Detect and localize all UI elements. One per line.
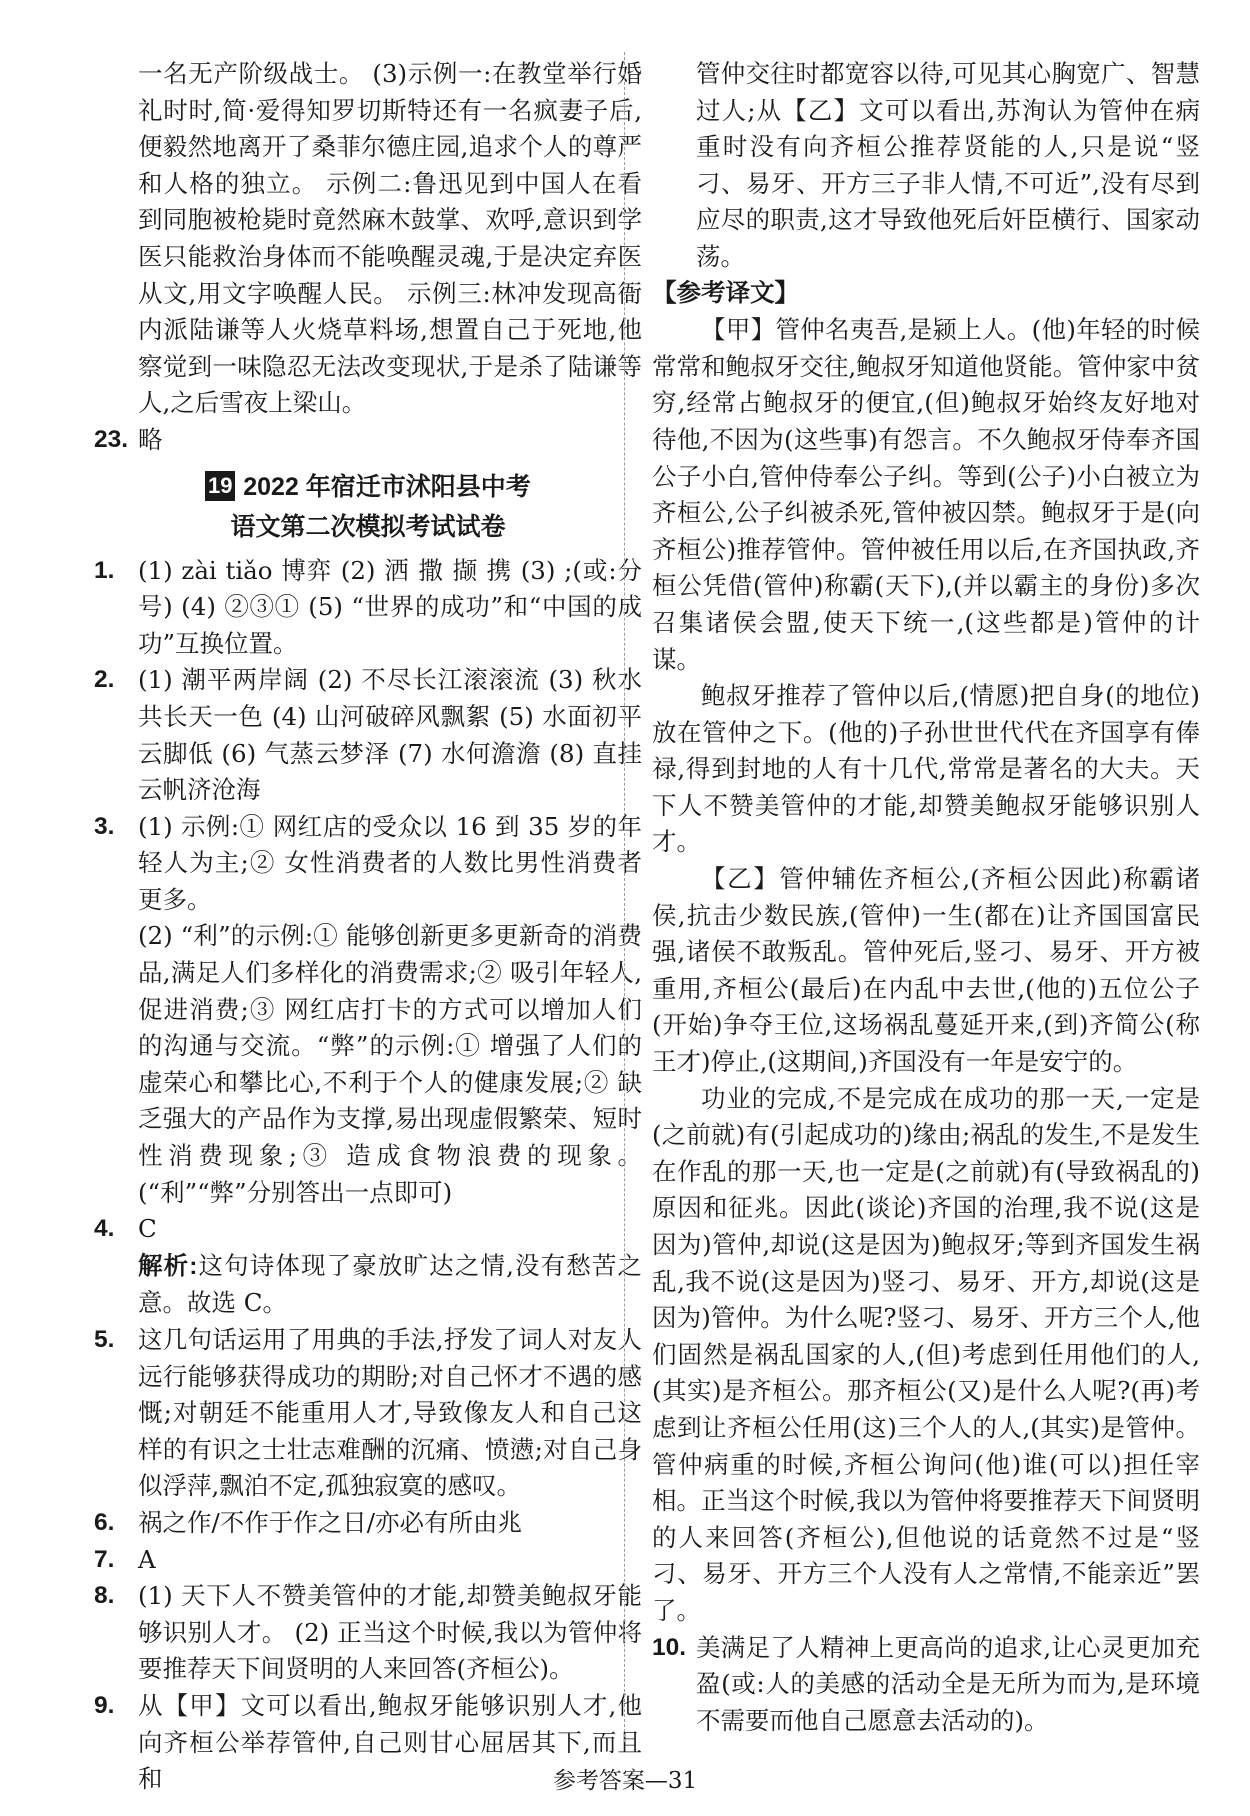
item-number: 3.	[94, 812, 115, 840]
answer-item-7	[94, 1542, 642, 1579]
answer-item-10	[652, 1630, 1200, 1740]
item-number: 2.	[94, 666, 115, 694]
q9-continuation: 管仲交往时都宽容以待,可见其心胸宽广、智慧过人;从【乙】文可以看出,苏洵认为管仲在病重时没有向齐桓公推荐贤能的人,只是说“竖刁、易牙、开方三子非人情,不可近”,没有尽到应尽的职责,这才导致他死后奸臣横行、国家动荡。	[696, 59, 1200, 271]
translation-paragraph-1: 【甲】管仲名夷吾,是颍上人。(他)年轻的时候常常和鲍叔牙交往,鲍叔牙知道他贤能。管仲家中贫穷,经常占鲍叔牙的便宜,(但)鲍叔牙始终友好地对待他,不因为(这些事)有怨言。不久鲍叔牙侍奉齐国公子小白,管仲侍奉公子纠。等到(公子)小白被立为齐桓公,公子纠被杀死,管仲被囚禁。鲍叔牙于是(向齐桓公)推荐管仲。管仲被任用以后,在齐国执政,齐桓公凭借(管仲)称霸(天下),(并以霸主的身份)多次召集诸侯会盟,使天下统一,(这些都是)管仲的计谋。	[652, 315, 1200, 674]
answer-item-8	[94, 1578, 642, 1688]
analysis	[138, 1248, 642, 1322]
item-text: 祸之作/不作于作之日/亦必有所由兆	[138, 1507, 523, 1537]
section-heading	[94, 467, 642, 547]
left-column	[94, 56, 642, 1798]
item-text: (1) 潮平两岸阔 (2) 不尽长江滚滚流 (3) 秋水共长天一色 (4) 山河破碎风飘絮 (5) 水面初平云脚低 (6) 气蒸云梦泽 (7) 水何澹澹 (8) 直挂云帆济沧海	[138, 665, 642, 805]
answer-item-23	[94, 422, 642, 459]
section-number-badge: 19	[205, 471, 235, 501]
item-text: 略	[138, 424, 163, 454]
item-text: 从【甲】文可以看出,鲍叔牙能够识别人才,他向齐桓公举荐管仲,自己则甘心屈居其下,而且和	[138, 1690, 642, 1794]
item-number: 8.	[94, 1582, 115, 1610]
answer-item-5	[94, 1322, 642, 1505]
answer-item-4	[94, 1211, 642, 1322]
answer-item-2	[94, 662, 642, 808]
analysis-label: 解析:	[138, 1252, 198, 1280]
item-number: 10.	[652, 1633, 687, 1661]
answer-item-1	[94, 553, 642, 663]
right-column	[652, 56, 1200, 1739]
page-footer: 参考答案—31	[552, 1768, 698, 1794]
translation-paragraph-2: 鲍叔牙推荐了管仲以后,(情愿)把自身(的地位)放在管仲之下。(他的)子孙世世代代在齐国享有俸禄,得到封地的人有十几代,常常是著名的大夫。天下人不赞美管仲的才能,却赞美鲍叔牙能够识别人才。	[652, 681, 1200, 857]
reference-translation-label: 【参考译文】	[652, 279, 799, 307]
item-text: 这几句话运用了用典的手法,抒发了词人对友人远行能够获得成功的期盼;对自己怀才不遇的感慨;对朝廷不能重用人才,导致像友人和自己这样的有识之士壮志难酬的沉痛、愤懑;对自己身似浮萍,飘泊不定,孤独寂寞的感叹。	[138, 1325, 642, 1501]
analysis-text: 这句诗体现了豪放旷达之情,没有愁苦之意。故选 C。	[138, 1250, 642, 1318]
item-number: 23.	[94, 425, 129, 453]
item-text: (1) zài tiǎo 博弈 (2) 洒 撒 撷 携 (3) ;(或:分号) (4) ②③① (5) “世界的成功”和“中国的成功”互换位置。	[138, 555, 642, 658]
translation-paragraph-4: 功业的完成,不是完成在成功的那一天,一定是(之前就)有(引起成功的)缘由;祸乱的发生,不是发生在作乱的那一天,也一定是(之前就)有(导致祸乱的)原因和征兆。因此(谈论)齐国的治理,我不说(这是因为)管仲,却说(这是因为)鲍叔牙;等到齐国发生祸乱,我不说(这是因为)竖刁、易牙、开方,却说(这是因为)管仲。为什么呢?竖刁、易牙、开方三个人,他们固然是祸乱国家的人,(但)考虑到任用他们的人,(其实)是齐桓公。那齐桓公(又)是什么人呢?(再)考虑到让齐桓公任用(这)三个人的人,(其实)是管仲。管仲病重的时候,齐桓公询问(他)谁(可以)担任宰相。正当这个时候,我以为管仲将要推荐天下间贤明的人来回答(齐桓公),但他说的话竟然不过是“竖刁、易牙、开方三个人没有人之常情,不能亲近”罢了。	[652, 1083, 1200, 1625]
answer-item-6	[94, 1505, 642, 1542]
item-number: 6.	[94, 1508, 115, 1536]
section-title-line-2: 语文第二次模拟考试试卷	[230, 512, 506, 541]
item-text: A	[138, 1544, 156, 1574]
item-number: 7.	[94, 1545, 115, 1573]
section-title-line-1: 19 2022 年宿迁市沭阳县中考	[94, 467, 642, 507]
answer-item-3	[94, 809, 642, 1212]
item-number: 9.	[94, 1691, 115, 1719]
translation-paragraph-3: 【乙】管仲辅佐齐桓公,(齐桓公因此)称霸诸侯,抗击少数民族,(管仲)一生(都在)让齐国国富民强,诸侯不敢叛乱。管仲死后,竖刁、易牙、开方被重用,齐桓公(最后)在内乱中去世,(他的)五位公子(开始)争夺王位,这场祸乱蔓延开来,(到)齐简公(称王才)停止,(这期间,)齐国没有一年是安宁的。	[652, 864, 1200, 1077]
q22-continuation: 一名无产阶级战士。 (3)示例一:在教堂举行婚礼时时,简·爱得知罗切斯特还有一名疯妻子后,便毅然地离开了桑菲尔德庄园,追求个人的尊严和人格的独立。 示例二:鲁迅见到中国人在看到同胞被枪毙时竟然麻木鼓掌、欢呼,意识到学医只能救治身体而不能唤醒灵魂,于是决定弃医从文,用文字唤醒人民。 示例三:林冲发现高衙内派陆谦等人火烧草料场,想置自己于死地,他察觉到一味隐忍无法改变现状,于是杀了陆谦等人,之后雪夜上梁山。	[138, 59, 642, 418]
item-number: 4.	[94, 1215, 115, 1243]
item-text-part-2: (2) “利”的示例:① 能够创新更多更新奇的消费品,满足人们多样化的消费需求;② 吸引年轻人,促进消费;③ 网红店打卡的方式可以增加人们的沟通与交流。“弊”的示例:① 增强了人们的虚荣心和攀比心,不利于个人的健康发展;② 缺乏强大的产品作为支撑,易出现虚假繁荣、短时性消费现象;③ 造成食物浪费的现象。(“利”“弊”分别答出一点即可)	[138, 921, 642, 1207]
item-number: 1.	[94, 556, 115, 584]
item-text: (1) 天下人不赞美管仲的才能,却赞美鲍叔牙能够识别人才。 (2) 正当这个时候,我以为管仲将要推荐天下间贤明的人来回答(齐桓公)。	[138, 1581, 642, 1684]
item-number: 5.	[94, 1326, 115, 1353]
item-text: 美满足了人精神上更高尚的追求,让心灵更加充盈(或:人的美感的活动全是无所为而为,是环境不需要而他自己愿意去活动的)。	[696, 1632, 1200, 1735]
item-text: C	[138, 1214, 157, 1244]
column-divider	[624, 52, 625, 1742]
item-text-part-1: (1) 示例:① 网红店的受众以 16 到 35 岁的年轻人为主;② 女性消费者的人数比男性消费者更多。	[138, 811, 642, 914]
